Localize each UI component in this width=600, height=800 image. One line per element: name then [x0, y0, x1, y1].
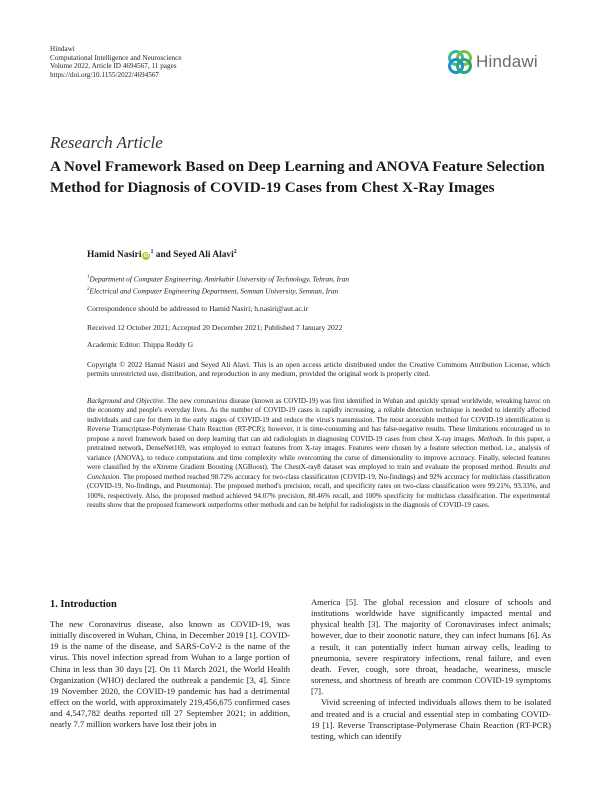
affiliation-text: Electrical and Computer Engineering Department, Semnan University, Semnan, Iran [89, 286, 339, 296]
doi-link[interactable]: https://doi.org/10.1155/2022/4694567 [50, 70, 160, 79]
affiliation-marker: 1 [150, 249, 154, 255]
copyright-notice: Copyright © 2022 Hamid Nasiri and Seyed Ali Alavi. This is an open access article distributed under the Creative Commons Attribution License, which permits unrestricted use, distribution, and reproduction in any medium, provided the original work is properly cited. [87, 360, 550, 379]
affiliation-text: Department of Computer Engineering, Amirkabir University of Technology, Tehran, Iran [89, 274, 350, 284]
correspondence: Correspondence should be addressed to Hamid Nasiri; h.nasiri@aut.ac.ir [87, 304, 309, 313]
body-paragraph: Vivid screening of infected individuals allows them to be isolated and treated and is a crucial and essential step in combating COVID-19 [1]. Reverse Transcriptase-Polymerase Chain Reaction (RT-PCR) testing, which can identify [311, 697, 551, 741]
journal-header [50, 45, 182, 79]
article-dates: Received 12 October 2021; Accepted 20 December 2021; Published 7 January 2022 [87, 323, 343, 332]
abstract-methods: In this paper, a pretrained network, DenseNet169, was employed to extract features from X-ray images. Features were chosen by a feature selection method, i.e., analysis of variance (ANOVA), to reduce computations and time complexity while overcoming the curse of dimensionality to improve accuracy. Finally, selected features were classified by the eXtreme Gradient Boosting (XGBoost). The ChestX-ray8 dataset was employed to train and evaluate the proposed method. [87, 434, 550, 472]
author-name[interactable]: Seyed Ali Alavi [173, 250, 234, 261]
body-paragraph: America [5]. The global recession and closure of schools and institutions worldwide have significantly impacted mental and physical health [3]. The majority of Coronaviruses infect animals; however, due to their zoonotic nature, they can infect humans [6]. As a result, it can potentially infect human airway cells, leading to pneumonia, severe respiratory infections, renal failure, and even death. Fever, cough, sore throat, headache, weariness, muscle soreness, and shortness of breath are common COVID-19 symptoms [7]. [311, 597, 551, 697]
academic-editor: Academic Editor: Thippa Reddy G [87, 340, 194, 349]
affiliations [87, 272, 349, 297]
abstract-background: The new coronavirus disease (known as COVID-19) was first identified in Wuhan and quickly spread worldwide, wreaking havoc on the economy and people's everyday lives. As the number of COVID-19 cases is rapidly increasing, a reliable detection technique is needed to identify affected individuals and care for them in the early stages of COVID-19 and reduce the virus's transmission. The most accessible method for COVID-19 identification is Reverse Transcriptase-Polymerase Chain Reaction (RT-PCR); however, it is time-consuming and has false-negative results. These limitations encouraged us to propose a novel framework based on deep learning that can aid radiologists in diagnosing COVID-19 cases from chest X-ray images. [87, 397, 550, 443]
volume-info: Volume 2022, Article ID 4694567, 11 pages [50, 62, 177, 71]
article-title: A Novel Framework Based on Deep Learning and ANOVA Feature Selection Method for Diagnosis of COVID-19 Cases from Chest X-Ray Images [50, 158, 545, 196]
affiliation-number: 1 [87, 275, 90, 280]
affiliation-item [87, 284, 349, 296]
section-heading: 1. Introduction [50, 599, 117, 610]
article-type: Research Article [50, 133, 163, 152]
body-paragraph: The new Coronavirus disease, also known as COVID-19, was initially discovered in Wuhan, China, in December 2019 [1]. COVID-19 is the name of the disease, and SARS-CoV-2 is the name of the virus. This novel infection spread from Wuhan to a large portion of China in less than 30 days [2]. On 11 March 2021, the World Health Organization (WHO) declared the outbreak a pandemic [3, 4]. Since 19 November 2020, the COVID-19 pandemic has had a detrimental effect on the world, with approximately 219,456,675 confirmed cases and 4,547,782 deaths reported till 27 September 2021; in addition, nearly 7.7 million workers have lost their jobs in [50, 619, 290, 730]
logo-wordmark: Hindawi [476, 52, 538, 71]
author-name[interactable]: Hamid Nasiri [87, 250, 142, 261]
affiliation-number: 2 [87, 287, 90, 293]
abstract [87, 397, 550, 510]
abstract-label-background: Background and Objective. [87, 397, 166, 405]
abstract-label-results: Results and Conclusion. [87, 463, 551, 481]
journal-name: Computational Intelligence and Neuroscience [50, 53, 182, 62]
author-joiner: and [155, 250, 171, 261]
body-column-left [50, 619, 290, 731]
hindawi-logo-icon [446, 48, 474, 76]
publisher-name: Hindawi [50, 45, 75, 53]
affiliation-item [87, 272, 349, 284]
affiliation-marker: 2 [233, 249, 237, 255]
abstract-label-methods: Methods. [478, 434, 505, 443]
orcid-icon[interactable]: iD [143, 253, 149, 260]
hindawi-logo [446, 48, 556, 76]
body-column-right [311, 597, 551, 742]
author-line [87, 249, 237, 260]
abstract-results: The proposed method reached 98.72% accuracy for two-class classification (COVID-19, No-findings) and 92% accuracy for multiclass classification (COVID-19, No-findings, and Pneumonia). The proposed method's precision, recall, and specificity rates on two-class classification were 99.21%, 93.33%, and 100%, respectively. Also, the proposed method achieved 94.07% precision, 88.46% recall, and 100% specificity for multiclass classification. The experimental results show that the proposed framework outperforms other methods and can be helpful for radiologists in the diagnosis of COVID-19 cases. [87, 472, 550, 509]
